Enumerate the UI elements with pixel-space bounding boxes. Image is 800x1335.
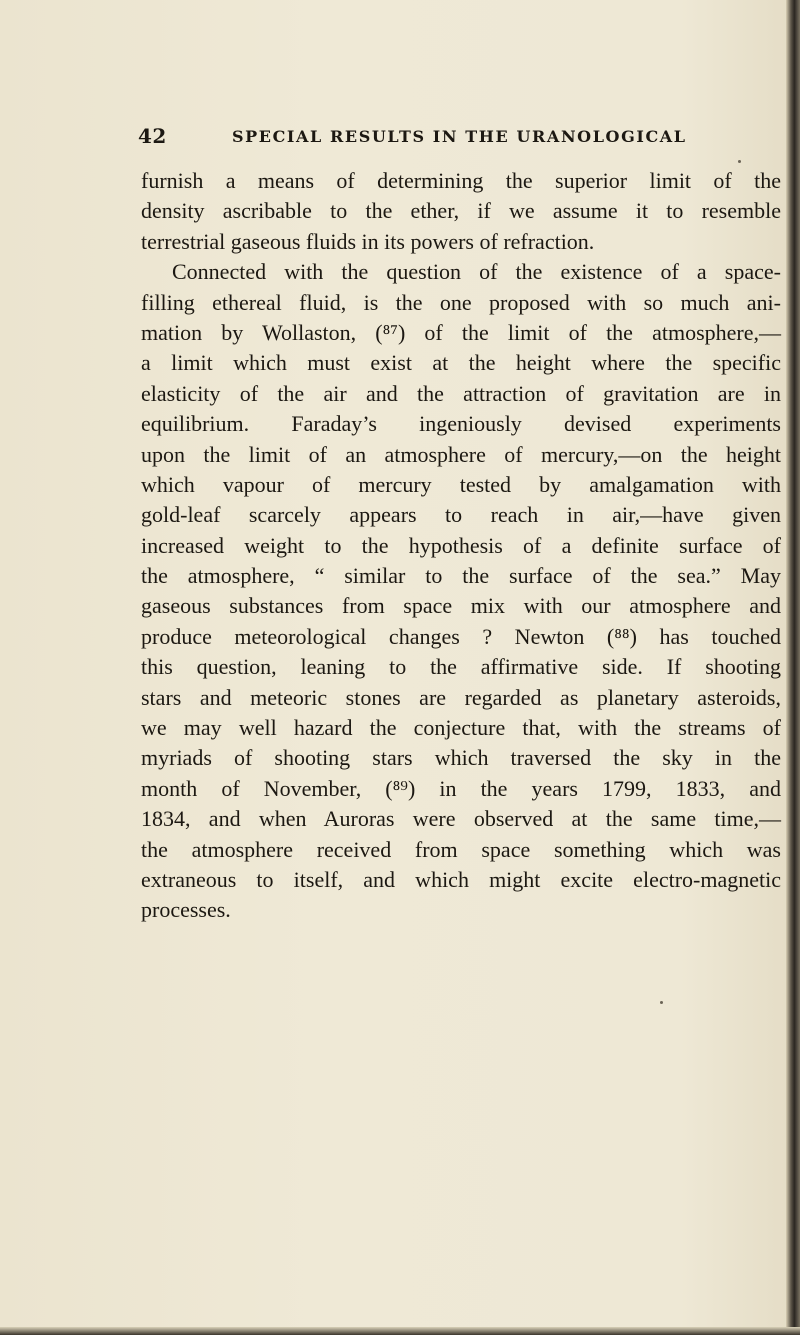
header-title: SPECIAL RESULTS IN THE URANOLOGICAL	[232, 127, 687, 146]
text-line: furnish a means of determining the superior limit of the	[141, 168, 781, 193]
text-line: we may well hazard the conjecture that, with the streams of	[141, 715, 781, 741]
text-line: the atmosphere, “ similar to the surface of the sea.” May	[141, 563, 781, 589]
paper-speck	[660, 1001, 663, 1004]
text-line: the atmosphere received from space something which was	[141, 836, 781, 862]
page-number: 42	[138, 124, 167, 148]
book-spine-edge	[786, 0, 800, 1335]
text-line: equilibrium. Faraday’s ingeniously devised experiments	[141, 411, 781, 437]
text-line: increased weight to the hypothesis of a definite surface of	[141, 532, 781, 558]
text-line: gold-leaf scarcely appears to reach in air,—have given	[141, 502, 781, 528]
text-line: gaseous substances from space mix with our atmosphere and	[141, 593, 781, 619]
text-line: processes.	[141, 897, 231, 923]
text-line: month of November, (⁸⁹) in the years 1799, 1833, and	[141, 775, 781, 801]
paper-speck	[738, 160, 741, 163]
paragraph-start-line: Connected with the question of the existence of a space-	[172, 259, 781, 285]
text-line: filling ethereal fluid, is the one proposed with so much ani-	[141, 289, 781, 315]
running-head	[138, 124, 778, 148]
text-line: mation by Wollaston, (⁸⁷) of the limit of the atmosphere,—	[141, 319, 781, 345]
text-line: density ascribable to the ether, if we assume it to resemble	[141, 198, 781, 224]
text-line: terrestrial gaseous fluids in its powers of refraction.	[141, 228, 595, 254]
text-line: elasticity of the air and the attraction of gravitation are in	[141, 380, 781, 406]
text-line: extraneous to itself, and which might excite electro-magnetic	[141, 866, 781, 892]
body-text	[141, 166, 781, 926]
text-line: which vapour of mercury tested by amalgamation with	[141, 471, 781, 497]
text-line: produce meteorological changes ? Newton (⁸⁸) has touched	[141, 623, 781, 649]
text-line: 1834, and when Auroras were observed at the same time,—	[141, 806, 781, 832]
text-line: myriads of shooting stars which traversed the sky in the	[141, 745, 781, 771]
text-line: a limit which must exist at the height where the specific	[141, 350, 781, 376]
page-bottom-edge	[0, 1327, 800, 1335]
text-line: this question, leaning to the affirmative side. If shooting	[141, 654, 781, 680]
text-line: stars and meteoric stones are regarded as planetary asteroids,	[141, 684, 781, 710]
text-line: upon the limit of an atmosphere of mercury,—on the height	[141, 441, 781, 467]
